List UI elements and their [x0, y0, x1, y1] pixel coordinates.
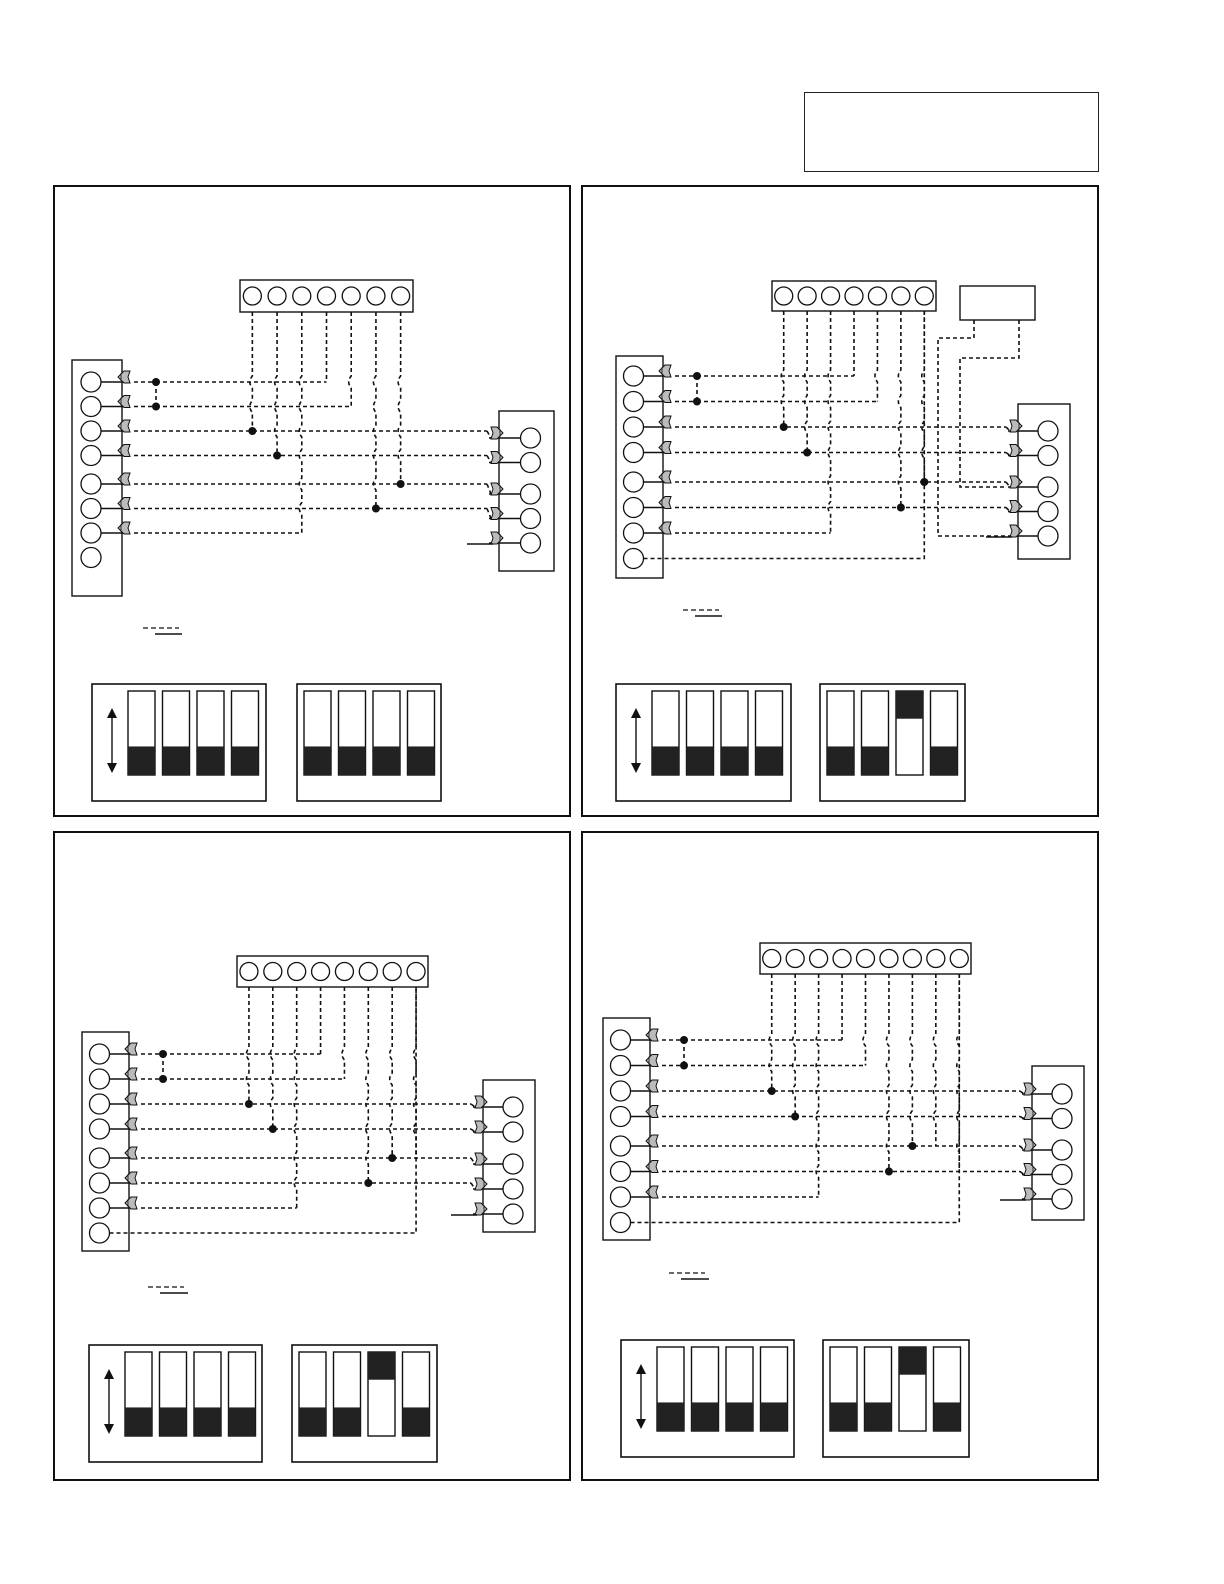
top-terminal-screw — [359, 963, 377, 981]
left-terminal-screw — [90, 1119, 110, 1139]
top-terminal-screw — [288, 963, 306, 981]
top-terminal-screw — [264, 963, 282, 981]
top-terminal-screw — [763, 950, 781, 968]
left-terminal-screw — [90, 1044, 110, 1064]
left-terminal-screw — [611, 1107, 631, 1127]
left-terminal-screw — [624, 366, 644, 386]
left-terminal-screw — [90, 1094, 110, 1114]
accessory-box — [960, 286, 1035, 320]
dip-switch-lever-down — [934, 1402, 961, 1431]
top-terminal-screw — [367, 287, 385, 305]
left-terminal-screw — [81, 499, 101, 519]
top-terminal-screw — [810, 950, 828, 968]
junction-dot — [885, 1168, 893, 1176]
top-terminal-screw — [798, 287, 816, 305]
left-terminal-screw — [624, 523, 644, 543]
dip-switch-lever-down — [687, 746, 714, 775]
dip-switch-lever-down — [403, 1407, 430, 1436]
top-terminal-screw — [868, 287, 886, 305]
dip-switch-lever-down — [657, 1402, 684, 1431]
top-terminal-screw — [915, 287, 933, 305]
dip-bank-right — [297, 684, 441, 801]
dip-switch-lever-up — [368, 1352, 395, 1380]
right-terminal-screw — [521, 509, 541, 529]
dip-switch-lever-down — [862, 746, 889, 775]
dip-switch-lever-down — [931, 746, 958, 775]
top-terminal-screw — [892, 287, 910, 305]
top-terminal-screw — [243, 287, 261, 305]
dip-switch-lever-down — [830, 1402, 857, 1431]
left-terminal-block — [82, 1032, 129, 1251]
junction-dot — [248, 427, 256, 435]
top-terminal-screw — [240, 963, 258, 981]
left-terminal-screw — [81, 474, 101, 494]
dip-switch-lever-down — [299, 1407, 326, 1436]
dip-switch-lever-down — [128, 746, 155, 775]
left-terminal-screw — [624, 549, 644, 569]
left-terminal-screw — [90, 1148, 110, 1168]
left-terminal-screw — [611, 1081, 631, 1101]
top-terminal-screw — [857, 950, 875, 968]
left-terminal-block — [603, 1018, 650, 1240]
right-terminal-screw — [1052, 1084, 1072, 1104]
junction-dot — [897, 504, 905, 512]
dip-switch-lever-down — [163, 746, 190, 775]
dip-bank-right — [823, 1340, 969, 1457]
dip-switch-lever-down — [721, 746, 748, 775]
right-terminal-screw — [1052, 1109, 1072, 1129]
dip-switch-lever-down — [761, 1402, 788, 1431]
right-terminal-screw — [503, 1204, 523, 1224]
dip-switch-lever-down — [726, 1402, 753, 1431]
left-terminal-screw — [624, 443, 644, 463]
right-terminal-screw — [521, 453, 541, 473]
junction-dot — [388, 1154, 396, 1162]
dip-switch-lever-down — [373, 746, 400, 775]
top-terminal-screw — [407, 963, 425, 981]
dip-switch-lever-up — [899, 1347, 926, 1375]
dip-switch-lever-down — [125, 1407, 152, 1436]
top-terminal-screw — [775, 287, 793, 305]
dip-bank-left — [92, 684, 266, 801]
top-terminal-screw — [318, 287, 336, 305]
top-terminal-screw — [845, 287, 863, 305]
junction-dot — [791, 1113, 799, 1121]
left-terminal-screw — [90, 1069, 110, 1089]
right-terminal-screw — [1052, 1189, 1072, 1209]
right-terminal-screw — [503, 1154, 523, 1174]
dip-bank-right — [820, 684, 965, 801]
right-terminal-screw — [503, 1179, 523, 1199]
dip-switch-lever-down — [304, 746, 331, 775]
dip-bank-left — [616, 684, 791, 801]
dip-bank-left — [621, 1340, 794, 1457]
dip-switch-lever-down — [692, 1402, 719, 1431]
junction-dot — [397, 480, 405, 488]
right-terminal-screw — [1038, 526, 1058, 546]
left-terminal-screw — [624, 472, 644, 492]
top-terminal-screw — [950, 950, 968, 968]
left-terminal-screw — [81, 548, 101, 568]
dip-switch-lever-down — [229, 1407, 256, 1436]
top-terminal-screw — [822, 287, 840, 305]
right-terminal-screw — [503, 1122, 523, 1142]
right-terminal-screw — [521, 484, 541, 504]
panel-bottom-right — [582, 832, 1098, 1480]
junction-dot — [780, 423, 788, 431]
left-terminal-screw — [90, 1223, 110, 1243]
right-terminal-screw — [521, 428, 541, 448]
junction-dot — [364, 1179, 372, 1187]
dip-switch-lever-down — [865, 1402, 892, 1431]
left-terminal-screw — [611, 1162, 631, 1182]
right-terminal-screw — [1038, 477, 1058, 497]
top-terminal-screw — [383, 963, 401, 981]
top-terminal-screw — [903, 950, 921, 968]
junction-dot — [768, 1087, 776, 1095]
top-terminal-screw — [342, 287, 360, 305]
dip-switch-lever-down — [197, 746, 224, 775]
dip-switch-lever-down — [827, 746, 854, 775]
right-terminal-screw — [1052, 1165, 1072, 1185]
left-terminal-screw — [81, 397, 101, 417]
top-terminal-screw — [392, 287, 410, 305]
dip-switch-lever-down — [652, 746, 679, 775]
dip-switch-lever-up — [896, 691, 923, 719]
left-terminal-screw — [611, 1056, 631, 1076]
left-terminal-screw — [611, 1187, 631, 1207]
top-terminal-screw — [833, 950, 851, 968]
junction-dot — [372, 505, 380, 513]
dip-switch-lever-down — [408, 746, 435, 775]
junction-dot — [245, 1100, 253, 1108]
right-terminal-screw — [503, 1097, 523, 1117]
junction-dot — [269, 1125, 277, 1133]
right-terminal-screw — [1038, 421, 1058, 441]
panel-top-right — [582, 186, 1098, 816]
right-terminal-screw — [521, 533, 541, 553]
dip-switch-lever-down — [194, 1407, 221, 1436]
right-terminal-screw — [1052, 1140, 1072, 1160]
top-terminal-screw — [927, 950, 945, 968]
left-terminal-screw — [81, 421, 101, 441]
dip-switch-lever-down — [339, 746, 366, 775]
right-terminal-screw — [1038, 502, 1058, 522]
dip-switch-lever-down — [756, 746, 783, 775]
left-terminal-screw — [611, 1030, 631, 1050]
right-terminal-screw — [1038, 446, 1058, 466]
left-terminal-screw — [81, 446, 101, 466]
left-terminal-screw — [90, 1198, 110, 1218]
left-terminal-screw — [624, 392, 644, 412]
left-terminal-screw — [81, 372, 101, 392]
panel-top-left — [54, 186, 570, 816]
left-terminal-screw — [611, 1136, 631, 1156]
left-terminal-screw — [611, 1213, 631, 1233]
junction-dot — [908, 1142, 916, 1150]
left-terminal-screw — [624, 417, 644, 437]
dip-bank-right — [292, 1345, 437, 1462]
left-terminal-screw — [90, 1173, 110, 1193]
top-terminal-screw — [880, 950, 898, 968]
dip-switch-lever-down — [334, 1407, 361, 1436]
dip-bank-left — [89, 1345, 262, 1462]
top-terminal-screw — [335, 963, 353, 981]
panel-bottom-left — [54, 832, 570, 1480]
junction-dot — [803, 449, 811, 457]
junction-dot — [273, 452, 281, 460]
left-terminal-block — [616, 356, 663, 578]
dip-switch-lever-down — [160, 1407, 187, 1436]
left-terminal-screw — [81, 523, 101, 543]
top-terminal-screw — [293, 287, 311, 305]
dip-switch-lever-down — [232, 746, 259, 775]
top-terminal-screw — [268, 287, 286, 305]
left-terminal-screw — [624, 498, 644, 518]
top-terminal-screw — [786, 950, 804, 968]
top-terminal-screw — [312, 963, 330, 981]
